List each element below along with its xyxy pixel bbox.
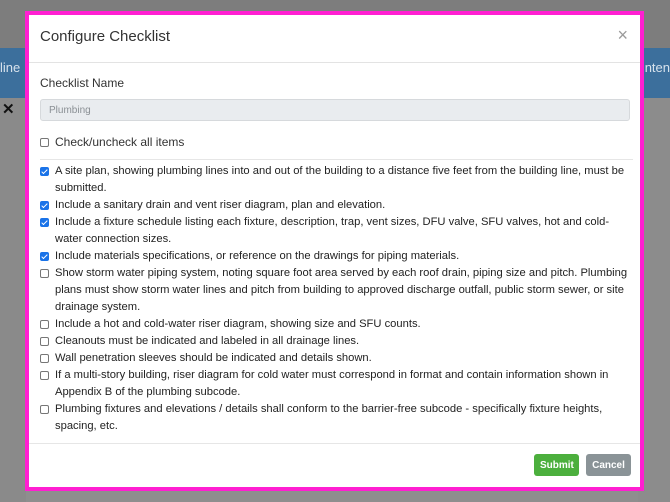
checklist-item[interactable] [40, 367, 635, 401]
cancel-button[interactable]: Cancel [586, 454, 631, 476]
configure-checklist-modal [25, 11, 644, 491]
checklist-item-label: Include a hot and cold-water riser diagram, showing size and SFU counts. [55, 318, 421, 330]
modal-header [29, 15, 640, 63]
submit-button[interactable]: Submit [534, 454, 579, 476]
checklist-item[interactable] [40, 248, 635, 265]
checklist-item[interactable] [40, 197, 635, 214]
checklist-item-label: If a multi-story building, riser diagram for cold water must correspond in format and contain information shown in Appendix B of the plumbing subcode. [55, 369, 609, 398]
checklist-name-input[interactable] [40, 99, 630, 121]
check-all-control[interactable] [40, 135, 184, 149]
checklist-item[interactable] [40, 214, 635, 248]
checklist-items [40, 163, 635, 435]
checklist-item[interactable] [40, 333, 635, 350]
checklist-item-label: Include a sanitary drain and vent riser diagram, plan and elevation. [55, 199, 386, 211]
checklist-item[interactable] [40, 163, 635, 197]
checklist-item-label: A site plan, showing plumbing lines into and out of the building to a distance five feet from the building line, must be submitted. [55, 165, 625, 194]
checklist-item-checkbox[interactable] [40, 201, 49, 210]
background-nav-right-text: nten [644, 60, 670, 75]
checklist-item-checkbox[interactable] [40, 371, 49, 380]
checklist-item-label: Wall penetration sleeves should be indicated and details shown. [55, 352, 372, 364]
background-bottom-strip [26, 490, 638, 502]
checklist-item-checkbox[interactable] [40, 354, 49, 363]
footer-divider [29, 443, 640, 444]
checklist-item[interactable] [40, 316, 635, 333]
checklist-item[interactable] [40, 350, 635, 367]
checklist-item[interactable] [40, 265, 635, 316]
check-all-checkbox[interactable] [40, 138, 49, 147]
checklist-item-checkbox[interactable] [40, 320, 49, 329]
background-left-panel [0, 98, 26, 502]
divider [40, 159, 633, 160]
checklist-item-label: Include a fixture schedule listing each fixture, description, trap, vent sizes, DFU valve, SFU valves, hot and cold-water connection sizes. [55, 216, 610, 245]
background-nav-left-text: line [0, 60, 21, 75]
checklist-item-checkbox[interactable] [40, 167, 49, 176]
checklist-item-checkbox[interactable] [40, 252, 49, 261]
checklist-item[interactable] [40, 401, 635, 435]
checklist-name-label: Checklist Name [40, 76, 125, 90]
checklist-item-label: Cleanouts must be indicated and labeled in all drainage lines. [55, 335, 360, 347]
checklist-item-checkbox[interactable] [40, 269, 49, 278]
modal-title: Configure Checklist [40, 28, 171, 45]
checklist-item-label: Show storm water piping system, noting square foot area served by each roof drain, piping size and pitch. Plumbing plans must show storm water lines and pitch from building to approved discharge outfall, public storm sewer, or site drainage system. [55, 267, 628, 313]
checklist-item-checkbox[interactable] [40, 337, 49, 346]
check-all-label: Check/uncheck all items [55, 135, 185, 149]
close-icon[interactable]: × [617, 25, 628, 45]
background-close-icon: ✕ [2, 101, 15, 118]
checklist-item-checkbox[interactable] [40, 218, 49, 227]
checklist-item-checkbox[interactable] [40, 405, 49, 414]
checklist-item-label: Include materials specifications, or reference on the drawings for piping materials. [55, 250, 460, 262]
checklist-item-label: Plumbing fixtures and elevations / details shall conform to the barrier-free subcode - specifically fixture heights, spacing, etc. [55, 403, 603, 432]
